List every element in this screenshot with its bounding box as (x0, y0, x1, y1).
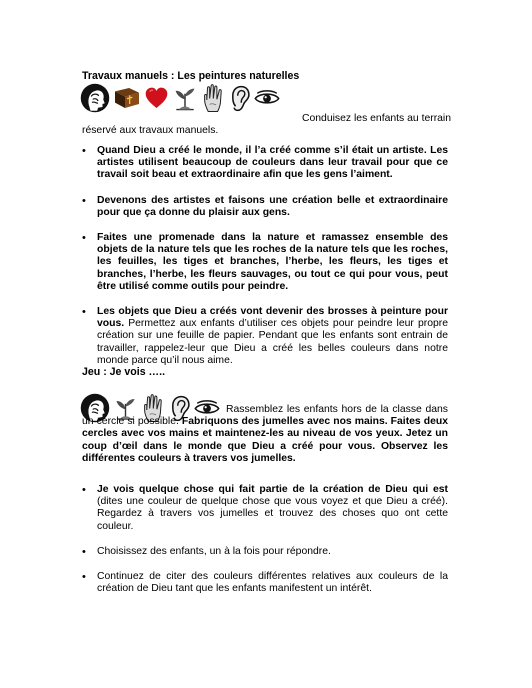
icon-row-1 (80, 83, 283, 113)
bible-icon (113, 85, 141, 111)
list-item: • Choisissez des enfants, un à la fois pour répondre. (82, 546, 448, 558)
intro-paragraph (82, 110, 452, 137)
ear-icon (230, 85, 251, 112)
intro-lead: Conduisez les enfants au terrain (302, 113, 452, 124)
list-item: • Les objets que Dieu a créés vont devenir des brosses à peinture pour vous. Permettez aux enfants d’utiliser ces objets pour peindre leur propre création sur une feuille de papier. Pendant que les enfants sont entrain de travailler, rappelez-leur que Dieu a créé les belles couleurs dans notre monde parce qu’il nous aime. (82, 306, 448, 367)
head-icon (80, 83, 110, 113)
game-instructions: Fabriquons des jumelles avec nos mains. Faites deux cercles avec vos mains et maintenez-les au niveau de vos yeux. Jetez un coup d’œil dans le monde que Dieu a créé pour vous. Observez les différentes couleurs à travers vos jumelles. (82, 416, 448, 464)
game-list (82, 484, 448, 608)
list-item: • Faites une promenade dans la nature et ramassez ensemble des objets de la nature tels que les roches de la nature tels que les roches, les feuilles, les tiges et branches, l’herbe, les fleurs, les tiges et branches, l’herbe, les fleurs sauvages, ou tout ce qui pour vous, peut être utilisé comme outils pour peindre. (82, 232, 448, 293)
plant-icon (172, 85, 198, 111)
list-item: • Devenons des artistes et faisons une création belle et extraordinaire pour que ça donne du plaisir aux gens. (82, 195, 448, 219)
game-intro: Rassemblez les enfants hors de la classe dans un cercle si possible. (82, 404, 448, 428)
list-item: • Continuez de citer des couleurs différentes relatives aux couleurs de la création de Dieu tant que les enfants manifestent un intérêt. (82, 571, 448, 595)
game-paragraph (82, 404, 448, 465)
intro-rest: réservé aux travaux manuels. (82, 125, 219, 136)
game-title: Jeu : Je vois ….. (82, 366, 166, 378)
list-item: • Quand Dieu a créé le monde, il l’a créé comme s’il était un artiste. Les artistes utilisent beaucoup de couleurs dans leur travail pour que ce travail soit beau et extraordinaire afin que les gens l’aiment. (82, 145, 448, 182)
page-title: Travaux manuels : Les peintures naturelles (82, 70, 300, 82)
heart-icon (144, 87, 169, 110)
eye-icon (254, 90, 280, 107)
hand-icon (201, 84, 227, 113)
list-item: • Je vois quelque chose qui fait partie de la création de Dieu qui est (dites une couleur de quelque chose que vous voyez et que Dieu a créé). Regardez à travers vos jumelles et trouvez des choses quo ont cette couleur. (82, 484, 448, 533)
activity-list (82, 145, 448, 380)
